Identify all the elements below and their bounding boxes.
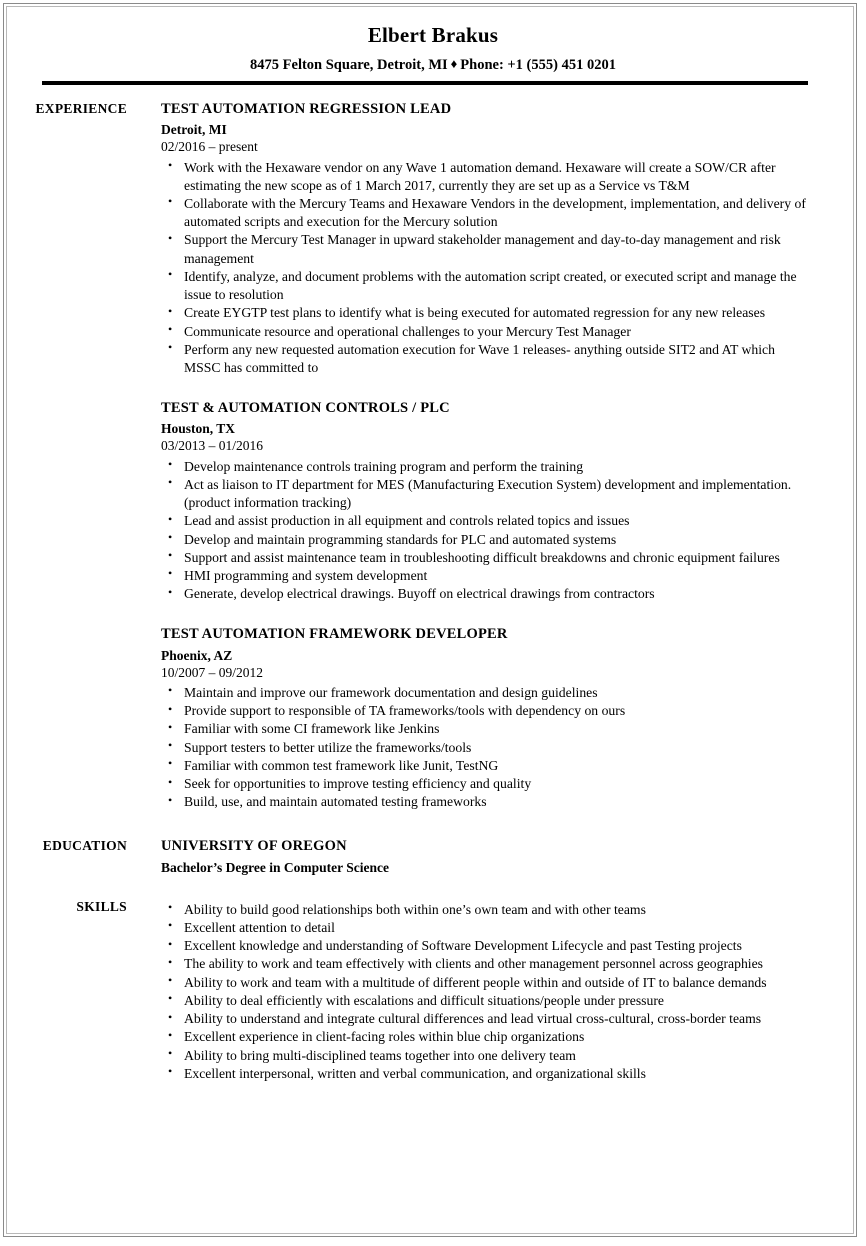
job-dates: 10/2007 – 09/2012	[161, 664, 264, 680]
bullet-item: • Develop maintenance controls training program and perform the training	[161, 458, 814, 476]
bullet-item: • Familiar with some CI framework like Jenkins	[161, 720, 814, 738]
bullet-item: • Lead and assist production in all equipment and controls related topics and issues	[161, 512, 814, 530]
bullet-item: • The ability to work and team effectively with clients and other management personnel across geographies	[161, 955, 814, 973]
bullet-item: • Ability to deal efficiently with escalations and difficult situations/people under pressure	[161, 992, 814, 1010]
bullet-item: • Excellent experience in client-facing roles within blue chip organizations	[161, 1028, 814, 1046]
bullet-item: • Seek for opportunities to improve testing efficiency and quality	[161, 775, 814, 793]
job-dates: 02/2016 – present	[161, 139, 258, 155]
contact-address: 8475 Felton Square, Detroit, MI	[250, 57, 448, 74]
bullet-item: • Build, use, and maintain automated testing frameworks	[161, 793, 814, 811]
bullet-item: • Support the Mercury Test Manager in upward stakeholder management and day-to-day management and risk management	[161, 231, 814, 267]
job-bullet-list	[161, 458, 814, 604]
bullet-item: • Ability to bring multi-disciplined teams together into one delivery team	[161, 1047, 814, 1065]
bullet-item: • Create EYGTP test plans to identify what is being executed for automated regression for any new releases	[161, 304, 814, 322]
contact-phone: Phone: +1 (555) 451 0201	[460, 57, 616, 74]
bullet-item: • Excellent knowledge and understanding of Software Development Lifecycle and past Testing projects	[161, 937, 814, 955]
bullet-item: • Support testers to better utilize the frameworks/tools	[161, 739, 814, 757]
bullet-item: • Maintain and improve our framework documentation and design guidelines	[161, 684, 814, 702]
bullet-item: • Perform any new requested automation execution for Wave 1 releases- anything outside SIT2 and AT which MSSC has committed to	[161, 341, 814, 377]
job-title: TEST AUTOMATION REGRESSION LEAD	[161, 101, 452, 118]
bullet-item: • Ability to understand and integrate cultural differences and lead virtual cross-cultural, cross-border teams	[161, 1010, 814, 1028]
bullet-item: • Identify, analyze, and document problems with the automation script created, or executed script and manage the issue to resolution	[161, 268, 814, 304]
bullet-item: • Generate, develop electrical drawings. Buyoff on electrical drawings from contractors	[161, 585, 814, 603]
job-bullet-list	[161, 684, 814, 812]
job-title: TEST & AUTOMATION CONTROLS / PLC	[161, 400, 450, 417]
section-label-skills: SKILLS	[76, 898, 127, 914]
diamond-separator-icon: ♦	[450, 56, 458, 72]
section-label-experience: EXPERIENCE	[35, 101, 127, 117]
job-location: Phoenix, AZ	[161, 647, 233, 663]
job-location: Houston, TX	[161, 421, 236, 437]
bullet-item: • Support and assist maintenance team in troubleshooting difficult breakdowns and chronic equipment failures	[161, 549, 814, 567]
bullet-item: • Familiar with common test framework like Junit, TestNG	[161, 757, 814, 775]
bullet-item: • Develop and maintain programming standards for PLC and automated systems	[161, 531, 814, 549]
education-degree: Bachelor’s Degree in Computer Science	[161, 859, 389, 875]
bullet-item: • Work with the Hexaware vendor on any Wave 1 automation demand. Hexaware will create a SOW/CR after estimating the new scope as of 1 March 2017, currently they are set up as a Service vs T&M	[161, 159, 814, 195]
bullet-item: • Communicate resource and operational challenges to your Mercury Test Manager	[161, 323, 814, 341]
bullet-item: • Provide support to responsible of TA frameworks/tools with dependency on ours	[161, 702, 814, 720]
education-school: UNIVERSITY OF OREGON	[161, 838, 347, 855]
job-location: Detroit, MI	[161, 122, 227, 138]
job-title: TEST AUTOMATION FRAMEWORK DEVELOPER	[161, 626, 508, 643]
candidate-name: Elbert Brakus	[367, 23, 499, 47]
skills-content	[127, 898, 866, 1083]
bullet-item: • HMI programming and system development	[161, 567, 814, 585]
bullet-item: • Act as liaison to IT department for MES (Manufacturing Execution System) development and implementation. (product information tracking)	[161, 476, 814, 512]
bullet-item: • Ability to work and team with a multitude of different people within and outside of IT to balance demands	[161, 974, 814, 992]
section-label-education: EDUCATION	[42, 838, 127, 854]
bullet-item: • Excellent attention to detail	[161, 919, 814, 937]
job-bullet-list	[161, 159, 814, 378]
job-dates: 03/2013 – 01/2016	[161, 438, 264, 454]
skills-bullet-list	[161, 901, 814, 1083]
bullet-item: • Collaborate with the Mercury Teams and Hexaware Vendors in the development, implementation, and delivery of automated scripts and execution for the Mercury solution	[161, 195, 814, 231]
bullet-item: • Excellent interpersonal, written and verbal communication, and organizational skills	[161, 1065, 814, 1083]
bullet-item: • Ability to build good relationships both within one’s own team and with other teams	[161, 901, 814, 919]
